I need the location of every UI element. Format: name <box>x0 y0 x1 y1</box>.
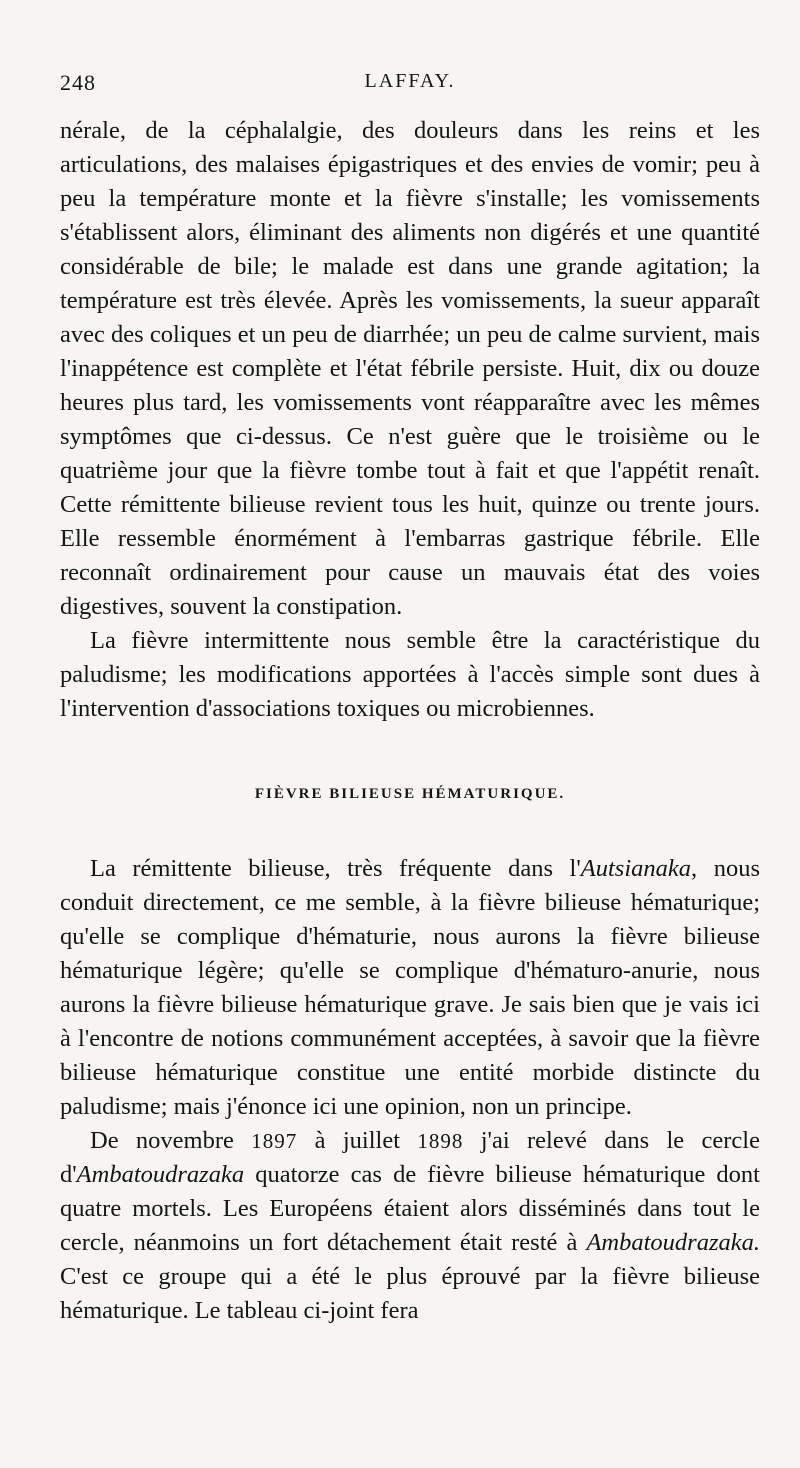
text-run: De novembre <box>90 1127 252 1154</box>
text-run: à juillet <box>297 1127 418 1154</box>
text-run: , nous conduit directement, ce me semble, à la fièvre bilieuse hématurique; qu'elle se complique d'hématurie, nous aurons la fièvre bilieuse hématurique légère; qu'elle se complique d'hématuro-anurie, nous aurons la fièvre bilieuse hématurique grave. Je sais bien que je vais ici à l'encontre de notions communément acceptées, à savoir que la fièvre bilieuse hématurique constitue une entité morbide distincte du paludisme; mais j'énonce ici une opinion, non un principe. <box>60 855 760 1120</box>
page-header <box>60 70 760 100</box>
year: 1898 <box>417 1129 464 1153</box>
running-title: LAFFAY. <box>364 70 456 92</box>
place-name-italic: Autsianaka <box>580 855 692 882</box>
paragraph-case-count <box>60 1124 760 1328</box>
paragraph-continuation: nérale, de la céphalalgie, des douleurs dans les reins et les articulations, des malaises épigastriques et des envies de vomir; peu à peu la température monte et la fièvre s'installe; les vomissements s'établissent alors, éliminant des aliments non digérés et une quantité considérable de bile; le malade est dans une grande agitation; la température est très élevée. Après les vomissements, la sueur apparaît avec des coliques et un peu de diarrhée; un peu de calme survient, mais l'inappétence est complète et l'état fébrile persiste. Huit, dix ou douze heures plus tard, les vomissements vont réapparaître avec les mêmes symptômes que ci-dessus. Ce n'est guère que le troisième ou le quatrième jour que la fièvre tombe tout à fait et que l'appétit renaît. Cette rémittente bilieuse revient tous les huit, quinze ou trente jours. Elle ressemble énormément à l'embarras gastrique fébrile. Elle reconnaît ordinairement pour cause un mauvais état des voies digestives, souvent la constipation. <box>60 117 760 620</box>
page-body <box>60 114 760 1328</box>
page-number: 248 <box>60 70 96 95</box>
text-run: quatorze cas de fièvre bilieuse hématurique dont quatre mortels. Les Européens étaient alors disséminés dans tout le cercle, néanmoins un fort détachement était resté à <box>60 1161 760 1256</box>
section-title: FIÈVRE BILIEUSE HÉMATURIQUE. <box>254 786 566 802</box>
paragraph-intermittent-fever: La fièvre intermittente nous semble être la caractéristique du paludisme; les modifications apportées à l'accès simple sont dues à l'intervention d'associations toxiques ou microbiennes. <box>60 627 760 722</box>
year: 1897 <box>251 1129 298 1153</box>
paragraph-remittent-bilious <box>60 852 760 1124</box>
place-name-italic: Ambatoudrazaka. <box>586 1229 760 1256</box>
text-run: j'ai relevé dans le cercle d' <box>60 1127 760 1188</box>
text-run: C'est ce groupe qui a été le plus éprouvé par la fièvre bilieuse hématurique. Le tableau ci-joint fera <box>60 1263 760 1324</box>
text-run: La rémittente bilieuse, très fréquente dans l' <box>90 855 581 882</box>
place-name-italic: Ambatoudrazaka <box>76 1161 245 1188</box>
